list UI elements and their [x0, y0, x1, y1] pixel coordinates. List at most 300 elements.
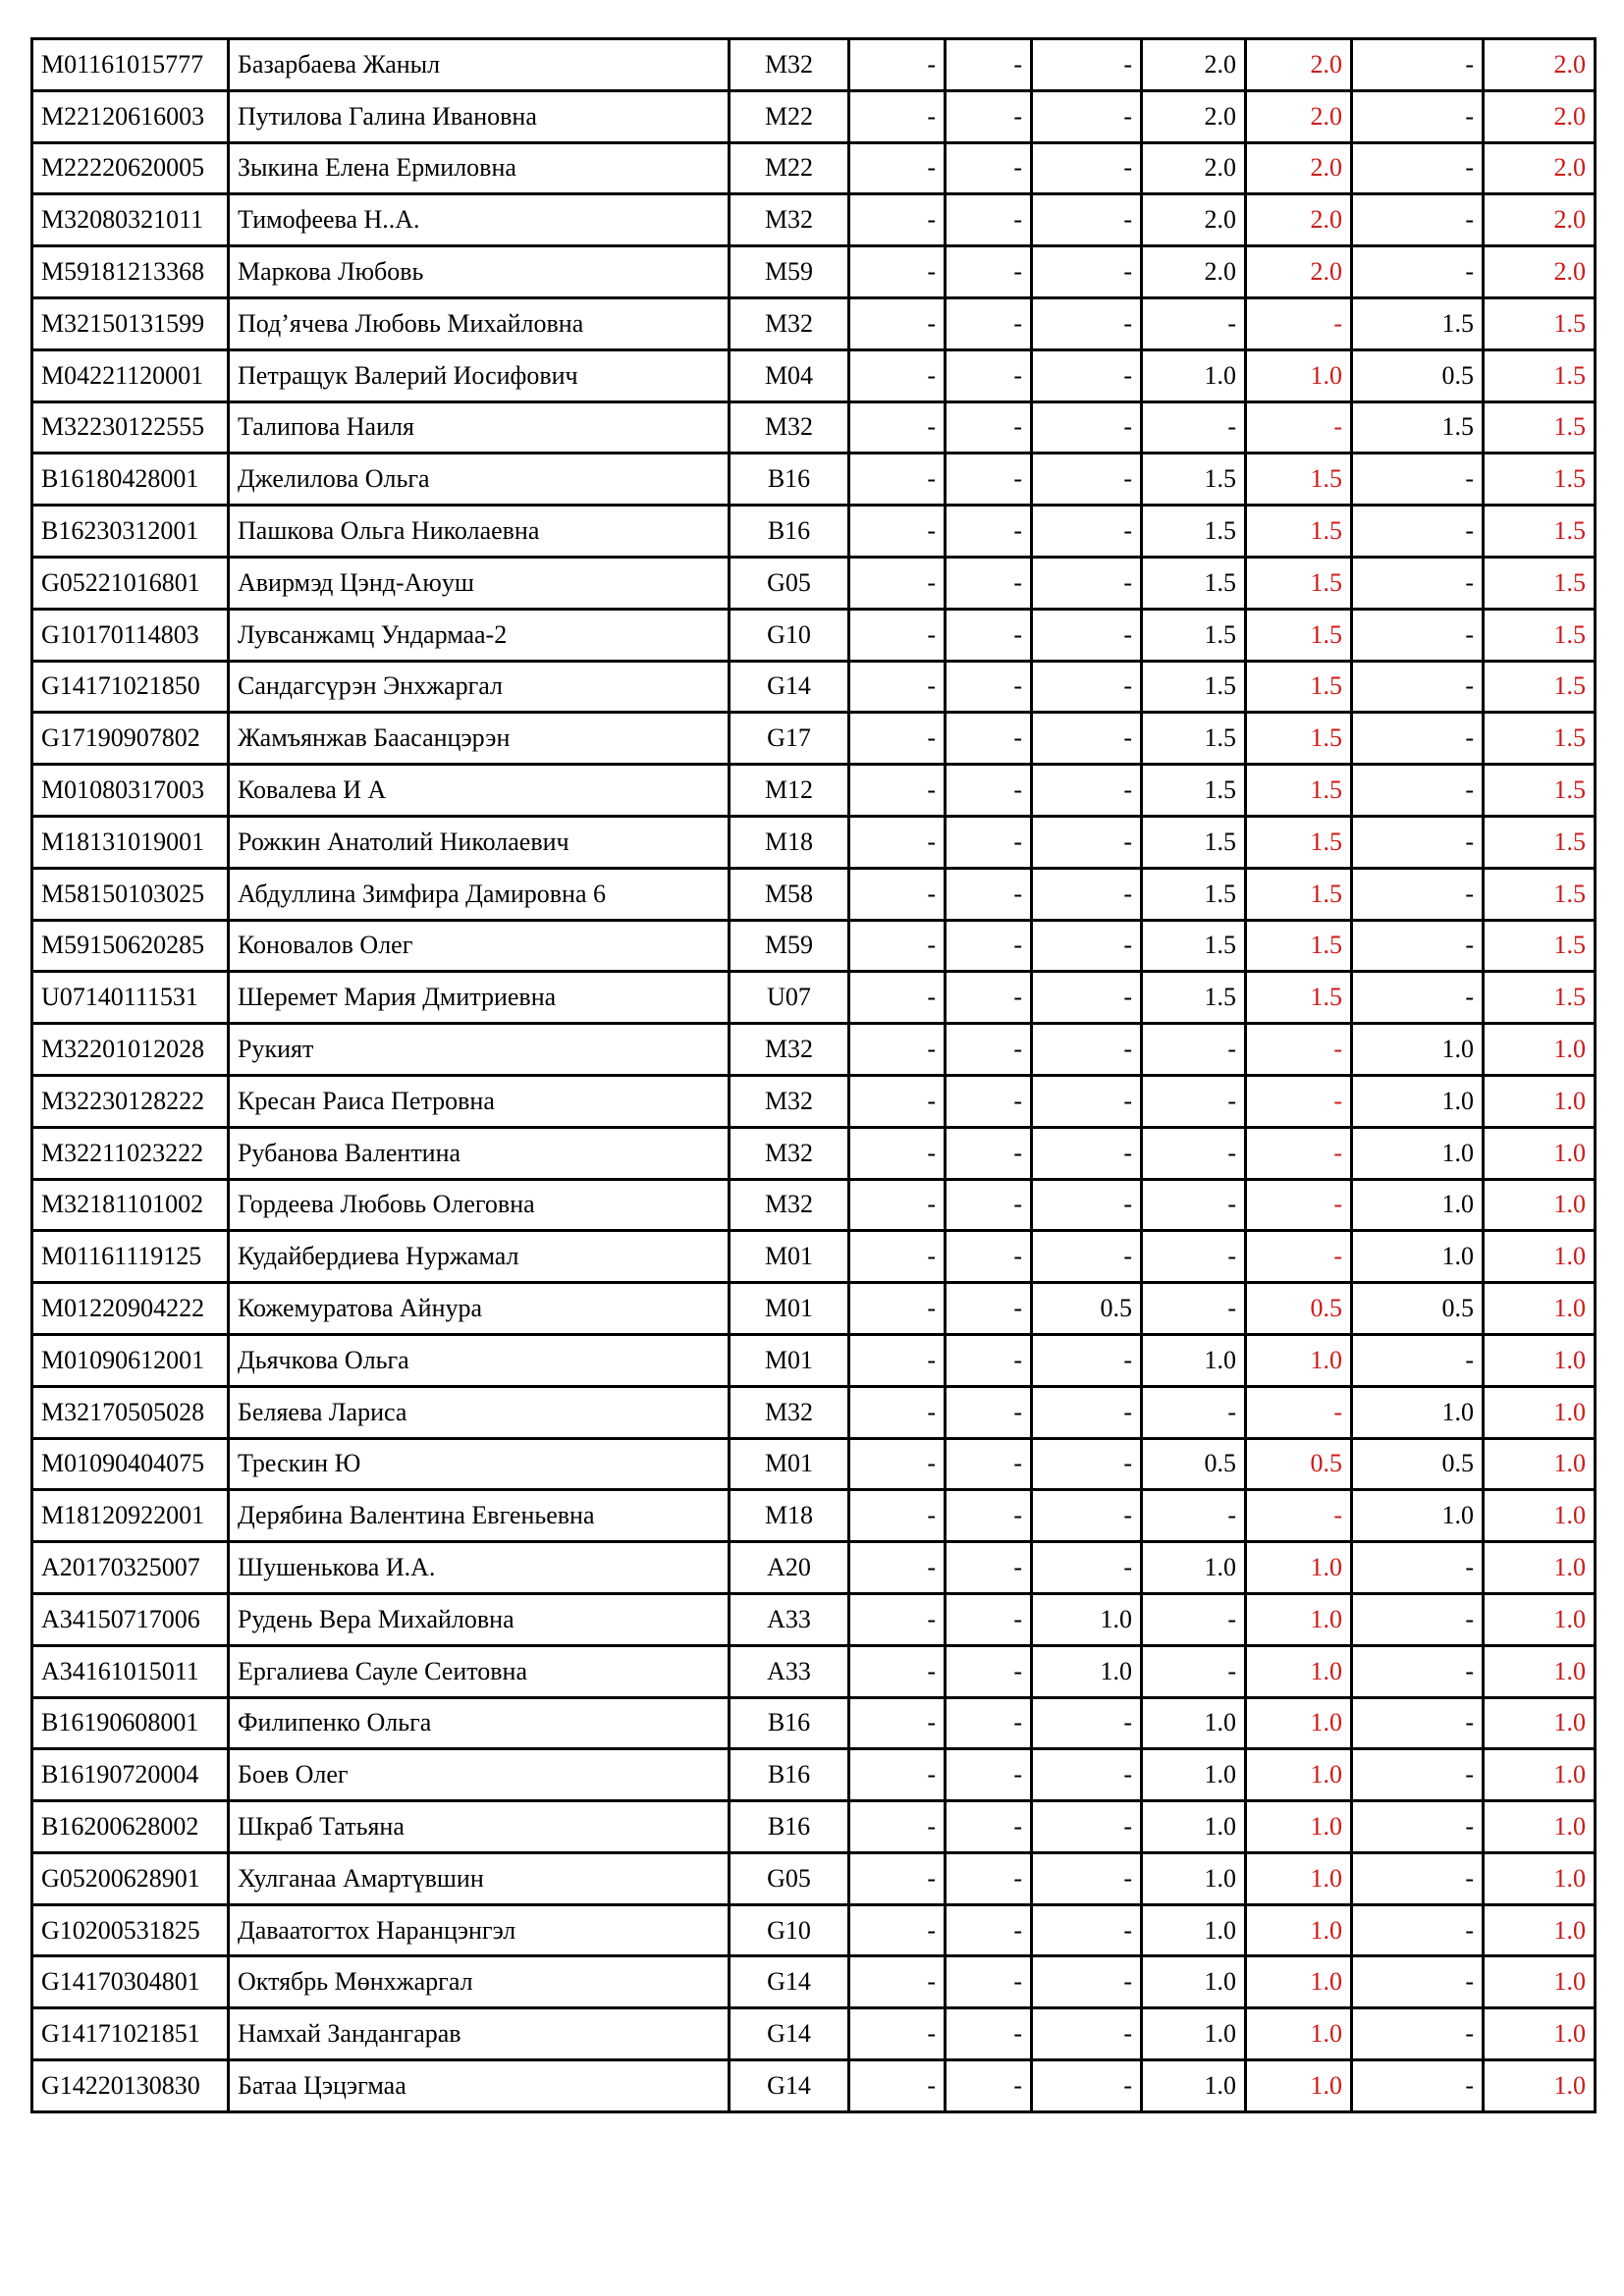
group-code-cell: A20 [730, 1542, 849, 1594]
member-name-cell: Рубанова Валентина [229, 1127, 730, 1179]
total-cell: 1.0 [1484, 2060, 1596, 2112]
score-cell-1: - [849, 297, 946, 349]
score-cell-4: 1.0 [1142, 1697, 1246, 1749]
bonus-cell: 1.0 [1352, 1231, 1484, 1283]
group-code-cell: M32 [730, 1179, 849, 1231]
member-name-cell: Рожкин Анатолий Николаевич [229, 816, 730, 868]
table-row [32, 349, 1596, 401]
table-row [32, 454, 1596, 506]
member-name-cell: Даваатогтох Наранцэнгэл [229, 1904, 730, 1956]
subtotal-cell: 1.5 [1246, 661, 1352, 713]
table-row [32, 816, 1596, 868]
score-cell-3: 1.0 [1032, 1645, 1142, 1697]
score-cell-3: - [1032, 194, 1142, 246]
score-cell-4: - [1142, 1283, 1246, 1335]
subtotal-cell: 1.0 [1246, 349, 1352, 401]
subtotal-cell: - [1246, 297, 1352, 349]
group-code-cell: M01 [730, 1334, 849, 1386]
member-id-cell: G05200628901 [32, 1852, 229, 1904]
score-cell-4: 1.5 [1142, 454, 1246, 506]
group-code-cell: G14 [730, 2060, 849, 2112]
subtotal-cell: - [1246, 1127, 1352, 1179]
score-cell-1: - [849, 2060, 946, 2112]
group-code-cell: M32 [730, 1075, 849, 1127]
total-cell: 1.0 [1484, 1749, 1596, 1801]
table-row [32, 1956, 1596, 2008]
group-code-cell: U07 [730, 972, 849, 1024]
subtotal-cell: 1.0 [1246, 1645, 1352, 1697]
group-code-cell: B16 [730, 506, 849, 558]
score-cell-3: - [1032, 1697, 1142, 1749]
score-cell-3: - [1032, 1490, 1142, 1542]
total-cell: 1.5 [1484, 765, 1596, 817]
score-cell-1: - [849, 765, 946, 817]
score-cell-3: - [1032, 349, 1142, 401]
score-cell-1: - [849, 609, 946, 661]
member-name-cell: Петращук Валерий Иосифович [229, 349, 730, 401]
member-name-cell: Джелилова Ольга [229, 454, 730, 506]
score-cell-2: - [946, 1645, 1032, 1697]
score-cell-3: - [1032, 816, 1142, 868]
score-cell-3: - [1032, 506, 1142, 558]
bonus-cell: - [1352, 194, 1484, 246]
score-cell-2: - [946, 1904, 1032, 1956]
score-cell-2: - [946, 1542, 1032, 1594]
score-cell-3: - [1032, 1334, 1142, 1386]
member-id-cell: G10170114803 [32, 609, 229, 661]
bonus-cell: - [1352, 39, 1484, 91]
subtotal-cell: 2.0 [1246, 39, 1352, 91]
table-row [32, 868, 1596, 920]
total-cell: 1.5 [1484, 972, 1596, 1024]
bonus-cell: 1.0 [1352, 1024, 1484, 1076]
subtotal-cell: 1.0 [1246, 2008, 1352, 2060]
score-cell-3: - [1032, 1801, 1142, 1853]
total-cell: 1.0 [1484, 1024, 1596, 1076]
score-cell-1: - [849, 661, 946, 713]
member-id-cell: G14171021850 [32, 661, 229, 713]
score-cell-4: - [1142, 1075, 1246, 1127]
table-row [32, 1231, 1596, 1283]
score-cell-3: - [1032, 1075, 1142, 1127]
score-cell-3: - [1032, 972, 1142, 1024]
member-id-cell: G14170304801 [32, 1956, 229, 2008]
total-cell: 1.0 [1484, 1075, 1596, 1127]
total-cell: 1.5 [1484, 297, 1596, 349]
subtotal-cell: - [1246, 1490, 1352, 1542]
member-id-cell: M59181213368 [32, 246, 229, 298]
member-name-cell: Шеремет Мария Дмитриевна [229, 972, 730, 1024]
group-code-cell: B16 [730, 454, 849, 506]
score-cell-1: - [849, 1179, 946, 1231]
score-cell-2: - [946, 349, 1032, 401]
score-cell-3: - [1032, 1956, 1142, 2008]
subtotal-cell: 1.5 [1246, 816, 1352, 868]
score-cell-1: - [849, 506, 946, 558]
member-name-cell: Маркова Любовь [229, 246, 730, 298]
member-id-cell: M01220904222 [32, 1283, 229, 1335]
member-id-cell: B16180428001 [32, 454, 229, 506]
member-name-cell: Авирмэд Цэнд-Аюуш [229, 557, 730, 609]
score-cell-2: - [946, 1490, 1032, 1542]
table-row [32, 661, 1596, 713]
score-cell-1: - [849, 868, 946, 920]
member-id-cell: G17190907802 [32, 713, 229, 765]
table-row [32, 1904, 1596, 1956]
total-cell: 1.5 [1484, 349, 1596, 401]
total-cell: 1.0 [1484, 1542, 1596, 1594]
table-row [32, 401, 1596, 454]
table-row [32, 1438, 1596, 1490]
score-cell-1: - [849, 1438, 946, 1490]
bonus-cell: 1.0 [1352, 1127, 1484, 1179]
table-row [32, 246, 1596, 298]
subtotal-cell: - [1246, 401, 1352, 454]
score-cell-2: - [946, 1283, 1032, 1335]
subtotal-cell: 1.0 [1246, 1852, 1352, 1904]
total-cell: 1.0 [1484, 1852, 1596, 1904]
score-cell-4: 1.5 [1142, 816, 1246, 868]
member-id-cell: M59150620285 [32, 920, 229, 972]
score-cell-3: - [1032, 1231, 1142, 1283]
member-name-cell: Кожемуратова Айнура [229, 1283, 730, 1335]
table-row [32, 1749, 1596, 1801]
score-cell-1: - [849, 1904, 946, 1956]
group-code-cell: M32 [730, 194, 849, 246]
subtotal-cell: - [1246, 1024, 1352, 1076]
total-cell: 2.0 [1484, 90, 1596, 142]
score-cell-2: - [946, 90, 1032, 142]
table-row [32, 1852, 1596, 1904]
member-name-cell: Под’ячева Любовь Михайловна [229, 297, 730, 349]
total-cell: 1.0 [1484, 1697, 1596, 1749]
total-cell: 1.5 [1484, 454, 1596, 506]
score-cell-1: - [849, 1334, 946, 1386]
member-name-cell: Сандагсүрэн Энхжаргал [229, 661, 730, 713]
bonus-cell: - [1352, 142, 1484, 194]
table-row [32, 1645, 1596, 1697]
total-cell: 1.0 [1484, 1904, 1596, 1956]
score-cell-4: - [1142, 1386, 1246, 1438]
total-cell: 1.5 [1484, 661, 1596, 713]
table-row [32, 1024, 1596, 1076]
subtotal-cell: - [1246, 1179, 1352, 1231]
member-id-cell: M04221120001 [32, 349, 229, 401]
score-cell-4: - [1142, 1645, 1246, 1697]
member-id-cell: B16230312001 [32, 506, 229, 558]
table-row [32, 1490, 1596, 1542]
subtotal-cell: 1.0 [1246, 2060, 1352, 2112]
score-cell-1: - [849, 401, 946, 454]
group-code-cell: M04 [730, 349, 849, 401]
score-cell-4: 1.5 [1142, 661, 1246, 713]
score-cell-4: 1.0 [1142, 1904, 1246, 1956]
member-name-cell: Путилова Галина Ивановна [229, 90, 730, 142]
member-id-cell: G14171021851 [32, 2008, 229, 2060]
total-cell: 1.0 [1484, 1127, 1596, 1179]
subtotal-cell: 1.0 [1246, 1542, 1352, 1594]
group-code-cell: G10 [730, 1904, 849, 1956]
subtotal-cell: 1.5 [1246, 713, 1352, 765]
score-cell-1: - [849, 1490, 946, 1542]
member-name-cell: Боев Олег [229, 1749, 730, 1801]
score-cell-4: 1.5 [1142, 972, 1246, 1024]
score-cell-2: - [946, 506, 1032, 558]
score-cell-3: - [1032, 609, 1142, 661]
score-cell-2: - [946, 1697, 1032, 1749]
bonus-cell: - [1352, 1697, 1484, 1749]
score-cell-2: - [946, 1075, 1032, 1127]
total-cell: 1.0 [1484, 1179, 1596, 1231]
score-cell-1: - [849, 557, 946, 609]
score-cell-1: - [849, 454, 946, 506]
table-row [32, 765, 1596, 817]
subtotal-cell: 1.0 [1246, 1593, 1352, 1645]
table-row [32, 1593, 1596, 1645]
subtotal-cell: - [1246, 1075, 1352, 1127]
table-row [32, 1334, 1596, 1386]
table-row [32, 557, 1596, 609]
score-cell-3: 0.5 [1032, 1283, 1142, 1335]
score-cell-4: 1.5 [1142, 765, 1246, 817]
group-code-cell: G14 [730, 1956, 849, 2008]
score-cell-1: - [849, 90, 946, 142]
score-cell-3: - [1032, 297, 1142, 349]
score-cell-1: - [849, 1231, 946, 1283]
table-row [32, 2008, 1596, 2060]
score-cell-4: 1.5 [1142, 713, 1246, 765]
score-cell-2: - [946, 454, 1032, 506]
score-cell-4: 1.5 [1142, 920, 1246, 972]
total-cell: 2.0 [1484, 142, 1596, 194]
score-cell-1: - [849, 1697, 946, 1749]
score-cell-2: - [946, 1749, 1032, 1801]
score-cell-2: - [946, 1956, 1032, 2008]
total-cell: 1.5 [1484, 713, 1596, 765]
member-id-cell: M32181101002 [32, 1179, 229, 1231]
score-cell-1: - [849, 816, 946, 868]
member-id-cell: M22220620005 [32, 142, 229, 194]
score-cell-3: - [1032, 1852, 1142, 1904]
table-row [32, 1127, 1596, 1179]
score-cell-3: - [1032, 454, 1142, 506]
score-cell-1: - [849, 246, 946, 298]
subtotal-cell: - [1246, 1386, 1352, 1438]
total-cell: 1.0 [1484, 2008, 1596, 2060]
member-id-cell: M32201012028 [32, 1024, 229, 1076]
score-cell-1: - [849, 1386, 946, 1438]
member-name-cell: Ковалева И А [229, 765, 730, 817]
total-cell: 1.0 [1484, 1438, 1596, 1490]
bonus-cell: - [1352, 1645, 1484, 1697]
bonus-cell: 1.0 [1352, 1386, 1484, 1438]
total-cell: 1.0 [1484, 1334, 1596, 1386]
score-cell-2: - [946, 2060, 1032, 2112]
score-cell-2: - [946, 920, 1032, 972]
group-code-cell: B16 [730, 1697, 849, 1749]
bonus-cell: - [1352, 972, 1484, 1024]
score-cell-4: 1.0 [1142, 1749, 1246, 1801]
bonus-cell: - [1352, 816, 1484, 868]
score-cell-1: - [849, 2008, 946, 2060]
score-cell-2: - [946, 1593, 1032, 1645]
member-id-cell: G14220130830 [32, 2060, 229, 2112]
score-cell-4: 1.0 [1142, 1956, 1246, 2008]
score-cell-4: 2.0 [1142, 39, 1246, 91]
subtotal-cell: 1.5 [1246, 609, 1352, 661]
member-name-cell: Кресан Раиса Петровна [229, 1075, 730, 1127]
score-cell-2: - [946, 2008, 1032, 2060]
total-cell: 1.0 [1484, 1801, 1596, 1853]
bonus-cell: - [1352, 1593, 1484, 1645]
score-cell-2: - [946, 1438, 1032, 1490]
score-cell-2: - [946, 1024, 1032, 1076]
member-name-cell: Жамъянжав Баасанцэрэн [229, 713, 730, 765]
score-cell-2: - [946, 297, 1032, 349]
score-cell-4: 1.5 [1142, 506, 1246, 558]
bonus-cell: - [1352, 661, 1484, 713]
score-cell-1: - [849, 1283, 946, 1335]
score-cell-2: - [946, 246, 1032, 298]
bonus-cell: - [1352, 1852, 1484, 1904]
score-cell-2: - [946, 1231, 1032, 1283]
bonus-cell: - [1352, 1334, 1484, 1386]
subtotal-cell: 2.0 [1246, 90, 1352, 142]
member-id-cell: M18120922001 [32, 1490, 229, 1542]
score-cell-3: - [1032, 557, 1142, 609]
group-code-cell: M12 [730, 765, 849, 817]
score-cell-1: - [849, 920, 946, 972]
member-id-cell: B16190720004 [32, 1749, 229, 1801]
score-cell-4: 2.0 [1142, 194, 1246, 246]
table-row [32, 1801, 1596, 1853]
member-name-cell: Октябрь Мөнхжаргал [229, 1956, 730, 2008]
member-name-cell: Шкраб Татьяна [229, 1801, 730, 1853]
score-cell-4: - [1142, 1024, 1246, 1076]
subtotal-cell: 1.0 [1246, 1749, 1352, 1801]
member-id-cell: M32211023222 [32, 1127, 229, 1179]
subtotal-cell: 1.5 [1246, 972, 1352, 1024]
member-id-cell: M32170505028 [32, 1386, 229, 1438]
score-cell-2: - [946, 1334, 1032, 1386]
member-id-cell: M01090612001 [32, 1334, 229, 1386]
bonus-cell: 0.5 [1352, 349, 1484, 401]
group-code-cell: M32 [730, 1127, 849, 1179]
score-cell-4: 0.5 [1142, 1438, 1246, 1490]
member-name-cell: Базарбаева Жаныл [229, 39, 730, 91]
bonus-cell: - [1352, 2060, 1484, 2112]
bonus-cell: - [1352, 609, 1484, 661]
score-cell-4: - [1142, 297, 1246, 349]
bonus-cell: - [1352, 765, 1484, 817]
member-id-cell: M32150131599 [32, 297, 229, 349]
score-cell-1: - [849, 972, 946, 1024]
total-cell: 2.0 [1484, 39, 1596, 91]
member-name-cell: Талипова Наиля [229, 401, 730, 454]
score-cell-1: - [849, 1593, 946, 1645]
member-id-cell: M01161119125 [32, 1231, 229, 1283]
score-cell-3: - [1032, 2008, 1142, 2060]
member-id-cell: M01080317003 [32, 765, 229, 817]
score-cell-3: - [1032, 142, 1142, 194]
member-name-cell: Абдуллина Зимфира Дамировна 6 [229, 868, 730, 920]
subtotal-cell: 2.0 [1246, 142, 1352, 194]
score-cell-4: - [1142, 401, 1246, 454]
member-name-cell: Кудайбердиева Нуржамал [229, 1231, 730, 1283]
score-cell-1: - [849, 194, 946, 246]
score-cell-3: - [1032, 401, 1142, 454]
table-row [32, 609, 1596, 661]
member-name-cell: Хулганаа Амартүвшин [229, 1852, 730, 1904]
total-cell: 1.5 [1484, 506, 1596, 558]
member-name-cell: Ергалиева Сауле Сеитовна [229, 1645, 730, 1697]
total-cell: 2.0 [1484, 194, 1596, 246]
member-id-cell: U07140111531 [32, 972, 229, 1024]
total-cell: 1.0 [1484, 1490, 1596, 1542]
score-cell-1: - [849, 1749, 946, 1801]
bonus-cell: - [1352, 1801, 1484, 1853]
bonus-cell: - [1352, 1956, 1484, 2008]
score-cell-4: 1.0 [1142, 1542, 1246, 1594]
bonus-cell: - [1352, 246, 1484, 298]
member-name-cell: Тимофеева Н..А. [229, 194, 730, 246]
score-cell-3: - [1032, 713, 1142, 765]
table-row [32, 1075, 1596, 1127]
score-cell-4: 2.0 [1142, 246, 1246, 298]
group-code-cell: G05 [730, 1852, 849, 1904]
subtotal-cell: 1.5 [1246, 868, 1352, 920]
bonus-cell: - [1352, 920, 1484, 972]
score-cell-2: - [946, 609, 1032, 661]
total-cell: 1.0 [1484, 1593, 1596, 1645]
group-code-cell: G14 [730, 2008, 849, 2060]
score-cell-4: 1.0 [1142, 349, 1246, 401]
table-row [32, 90, 1596, 142]
member-id-cell: B16190608001 [32, 1697, 229, 1749]
score-cell-2: - [946, 39, 1032, 91]
subtotal-cell: 1.0 [1246, 1904, 1352, 1956]
member-name-cell: Намхай Зандангарав [229, 2008, 730, 2060]
score-cell-2: - [946, 816, 1032, 868]
bonus-cell: - [1352, 557, 1484, 609]
score-cell-4: 1.5 [1142, 868, 1246, 920]
member-id-cell: M58150103025 [32, 868, 229, 920]
member-id-cell: A34150717006 [32, 1593, 229, 1645]
score-cell-4: - [1142, 1593, 1246, 1645]
group-code-cell: G14 [730, 661, 849, 713]
group-code-cell: A33 [730, 1645, 849, 1697]
subtotal-cell: 2.0 [1246, 246, 1352, 298]
score-cell-1: - [849, 1801, 946, 1853]
total-cell: 2.0 [1484, 246, 1596, 298]
group-code-cell: M58 [730, 868, 849, 920]
score-cell-1: - [849, 39, 946, 91]
total-cell: 1.0 [1484, 1283, 1596, 1335]
total-cell: 1.0 [1484, 1645, 1596, 1697]
bonus-cell: - [1352, 506, 1484, 558]
total-cell: 1.0 [1484, 1231, 1596, 1283]
member-name-cell: Зыкина Елена Ермиловна [229, 142, 730, 194]
score-cell-1: - [849, 1645, 946, 1697]
score-cell-4: 1.0 [1142, 1852, 1246, 1904]
member-id-cell: G10200531825 [32, 1904, 229, 1956]
bonus-cell: - [1352, 1749, 1484, 1801]
member-name-cell: Трескин Ю [229, 1438, 730, 1490]
score-cell-1: - [849, 1542, 946, 1594]
group-code-cell: B16 [730, 1749, 849, 1801]
total-cell: 1.5 [1484, 609, 1596, 661]
score-cell-2: - [946, 142, 1032, 194]
